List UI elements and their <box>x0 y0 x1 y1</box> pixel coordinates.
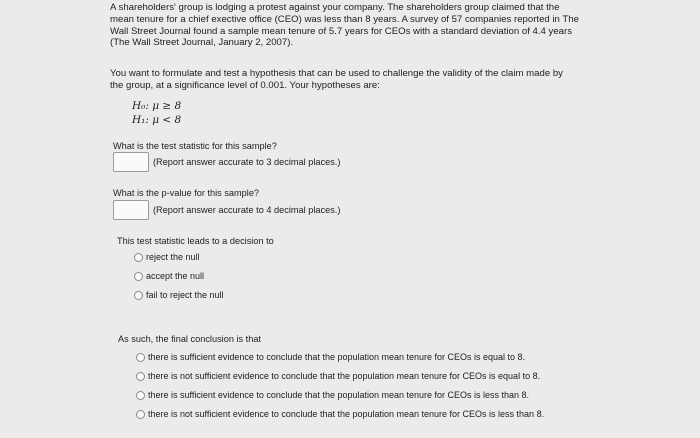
radio-button-icon[interactable] <box>136 372 145 381</box>
test-statistic-input[interactable] <box>113 152 149 172</box>
option-label: reject the null <box>146 252 200 262</box>
radio-button-icon[interactable] <box>134 272 143 281</box>
intro-line: (The Wall Street Journal, January 2, 2007). <box>110 37 294 49</box>
option-label: there is sufficient evidence to conclude that the population mean tenure for CEOs is equal to 8. <box>148 352 526 362</box>
task-line: You want to formulate and test a hypothesis that can be used to challenge the validity of the claim made by <box>110 68 563 79</box>
intro-line: mean tenure for a chief exective office (CEO) was less than 8 years. A survey of 57 companies reported in The <box>110 13 579 25</box>
decision-option-fail-to-reject[interactable] <box>134 290 224 300</box>
problem-intro <box>110 2 630 49</box>
radio-button-icon[interactable] <box>134 291 143 300</box>
intro-line: Wall Street Journal found a sample mean tenure of 5.7 years for CEOs with a standard deviation of 4.4 years <box>110 25 572 37</box>
test-statistic-answer-row <box>113 152 340 172</box>
radio-button-icon[interactable] <box>136 410 145 419</box>
p-value-question: What is the p-value for this sample? <box>113 188 260 198</box>
p-value-input[interactable] <box>113 200 149 220</box>
decision-question: This test statistic leads to a decision to <box>117 236 274 246</box>
conclusion-question: As such, the final conclusion is that <box>118 334 261 344</box>
alternative-hypothesis: H₁: μ < 8 <box>132 114 182 126</box>
option-label: accept the null <box>146 271 205 281</box>
radio-button-icon[interactable] <box>136 353 145 362</box>
intro-line: A shareholders' group is lodging a protest against your company. The shareholders group claimed that the <box>110 2 560 13</box>
conclusion-option-2[interactable] <box>136 371 540 381</box>
option-label: there is not sufficient evidence to conclude that the population mean tenure for CEOs is less than 8. <box>148 409 545 419</box>
conclusion-option-4[interactable] <box>136 409 544 419</box>
p-value-note: (Report answer accurate to 4 decimal places.) <box>153 205 341 215</box>
task-line: the group, at a significance level of 0.001. Your hypotheses are: <box>110 79 380 91</box>
problem-task <box>110 68 630 92</box>
option-label: fail to reject the null <box>146 290 224 300</box>
conclusion-option-1[interactable] <box>136 352 525 362</box>
p-value-answer-row <box>113 200 340 220</box>
decision-option-reject[interactable] <box>134 252 200 262</box>
radio-button-icon[interactable] <box>136 391 145 400</box>
radio-button-icon[interactable] <box>134 253 143 262</box>
decision-option-accept[interactable] <box>134 271 204 281</box>
option-label: there is sufficient evidence to conclude that the population mean tenure for CEOs is less than 8. <box>148 390 530 400</box>
conclusion-option-3[interactable] <box>136 390 529 400</box>
null-hypothesis: H₀: μ ≥ 8 <box>132 100 182 112</box>
test-statistic-question: What is the test statistic for this sample? <box>113 141 277 151</box>
test-statistic-note: (Report answer accurate to 3 decimal places.) <box>153 157 341 167</box>
option-label: there is not sufficient evidence to conclude that the population mean tenure for CEOs is equal to 8. <box>148 371 541 381</box>
